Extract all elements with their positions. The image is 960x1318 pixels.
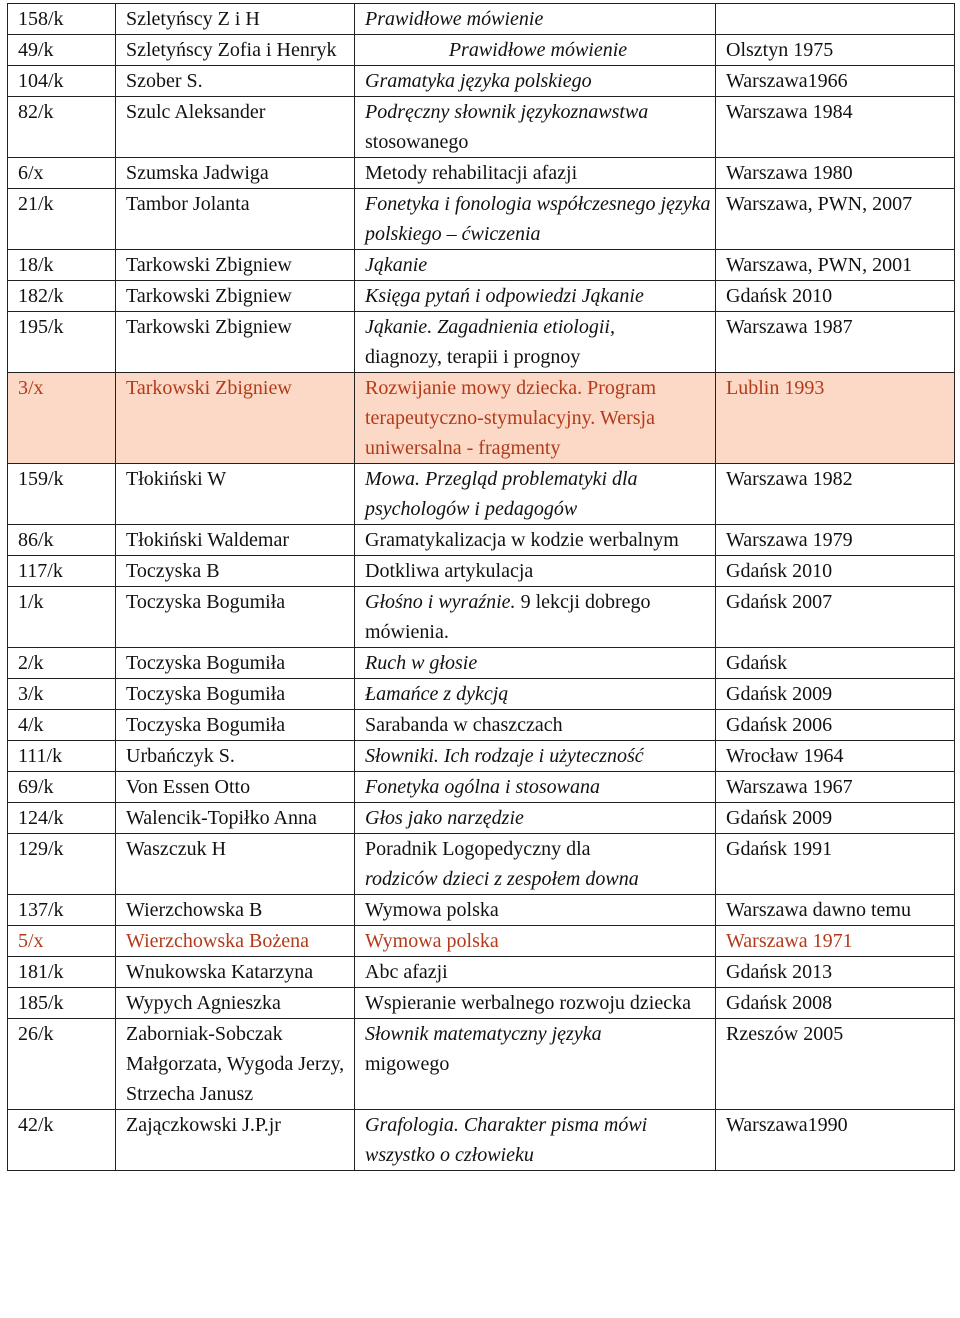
title-cell: Jąkanie <box>355 250 716 281</box>
title-cell <box>355 587 716 648</box>
title-cell: Sarabanda w chaszczach <box>355 710 716 741</box>
signature-cell: 3/k <box>8 679 116 710</box>
title-line: rodziców dzieci z zespołem downa <box>365 868 639 890</box>
signature-cell: 2/k <box>8 648 116 679</box>
author-cell: Walencik-Topiłko Anna <box>116 803 355 834</box>
title-line: stosowanego <box>365 131 469 153</box>
table-row <box>8 464 955 525</box>
title-cell: Fonetyka ogólna i stosowana <box>355 772 716 803</box>
signature-cell: 181/k <box>8 957 116 988</box>
title-line: Jąkanie. Zagadnienia etiologii, <box>365 316 615 338</box>
signature-cell: 18/k <box>8 250 116 281</box>
table-row <box>8 158 955 189</box>
table-row <box>8 957 955 988</box>
title-cell: Łamańce z dykcją <box>355 679 716 710</box>
table-row <box>8 1019 955 1110</box>
place-cell: Gdańsk 2013 <box>716 957 955 988</box>
signature-cell: 3/x <box>8 373 116 464</box>
title-cell: Fonetyka i fonologia współczesnego języka polskiego – ćwiczenia <box>355 189 716 250</box>
author-cell: Szulc Aleksander <box>116 97 355 158</box>
author-cell: Toczyska Bogumiła <box>116 679 355 710</box>
signature-cell: 26/k <box>8 1019 116 1110</box>
signature-cell: 185/k <box>8 988 116 1019</box>
signature-cell: 129/k <box>8 834 116 895</box>
title-cell: Wspieranie werbalnego rozwoju dziecka <box>355 988 716 1019</box>
signature-cell: 82/k <box>8 97 116 158</box>
signature-cell: 137/k <box>8 895 116 926</box>
place-cell: Rzeszów 2005 <box>716 1019 955 1110</box>
place-cell: Warszawa 1987 <box>716 312 955 373</box>
title-cell: Ruch w głosie <box>355 648 716 679</box>
signature-cell: 158/k <box>8 4 116 35</box>
author-cell: Toczyska Bogumiła <box>116 648 355 679</box>
author-cell: Szletyńscy Z i H <box>116 4 355 35</box>
signature-cell: 124/k <box>8 803 116 834</box>
author-cell: Toczyska Bogumiła <box>116 710 355 741</box>
signature-cell: 182/k <box>8 281 116 312</box>
author-cell: Wierzchowska B <box>116 895 355 926</box>
place-cell: Gdańsk 2007 <box>716 587 955 648</box>
place-cell: Warszawa dawno temu <box>716 895 955 926</box>
place-cell: Gdańsk 2009 <box>716 679 955 710</box>
table-row <box>8 741 955 772</box>
table-row <box>8 895 955 926</box>
signature-cell: 5/x <box>8 926 116 957</box>
table-row <box>8 648 955 679</box>
title-cell <box>355 97 716 158</box>
title-cell: Rozwijanie mowy dziecka. Program terapeutyczno-stymulacyjny. Wersja uniwersalna - fragmenty <box>355 373 716 464</box>
signature-cell: 117/k <box>8 556 116 587</box>
signature-cell: 69/k <box>8 772 116 803</box>
author-cell: Zajączkowski J.P.jr <box>116 1110 355 1171</box>
author-cell: Tarkowski Zbigniew <box>116 250 355 281</box>
table-row <box>8 710 955 741</box>
table-row <box>8 66 955 97</box>
author-cell: Szober S. <box>116 66 355 97</box>
title-cell: Gramatykalizacja w kodzie werbalnym <box>355 525 716 556</box>
signature-cell: 104/k <box>8 66 116 97</box>
place-cell: Warszawa, PWN, 2001 <box>716 250 955 281</box>
signature-cell: 159/k <box>8 464 116 525</box>
table-row <box>8 189 955 250</box>
title-cell: Głos jako narzędzie <box>355 803 716 834</box>
author-cell: Waszczuk H <box>116 834 355 895</box>
signature-cell: 86/k <box>8 525 116 556</box>
place-cell <box>716 4 955 35</box>
author-cell: Von Essen Otto <box>116 772 355 803</box>
signature-cell: 1/k <box>8 587 116 648</box>
title-cell: Wymowa polska <box>355 926 716 957</box>
title-line: diagnozy, terapii i prognoy <box>365 346 581 368</box>
place-cell: Warszawa, PWN, 2007 <box>716 189 955 250</box>
title-line: Poradnik Logopedyczny dla <box>365 838 591 860</box>
author-cell: Zaborniak-Sobczak Małgorzata, Wygoda Jerzy, Strzecha Janusz <box>116 1019 355 1110</box>
signature-cell: 195/k <box>8 312 116 373</box>
place-cell: Warszawa1990 <box>716 1110 955 1171</box>
place-cell: Gdańsk 2006 <box>716 710 955 741</box>
title-cell: Mowa. Przegląd problematyki dla psychologów i pedagogów <box>355 464 716 525</box>
table-row <box>8 35 955 66</box>
place-cell: Warszawa 1982 <box>716 464 955 525</box>
title-line: Głośno i wyraźnie. <box>365 591 516 613</box>
author-cell: Tarkowski Zbigniew <box>116 373 355 464</box>
title-cell: Metody rehabilitacji afazji <box>355 158 716 189</box>
signature-cell: 21/k <box>8 189 116 250</box>
table-row <box>8 281 955 312</box>
author-cell: Urbańczyk S. <box>116 741 355 772</box>
title-line: Podręczny słownik językoznawstwa <box>365 101 649 123</box>
place-cell: Wrocław 1964 <box>716 741 955 772</box>
table-row <box>8 772 955 803</box>
place-cell: Gdańsk <box>716 648 955 679</box>
signature-cell: 111/k <box>8 741 116 772</box>
author-cell: Tarkowski Zbigniew <box>116 312 355 373</box>
place-cell: Gdańsk 2009 <box>716 803 955 834</box>
title-line: Słownik matematyczny języka <box>365 1023 602 1045</box>
table-row <box>8 556 955 587</box>
title-cell: Słowniki. Ich rodzaje i użyteczność <box>355 741 716 772</box>
title-cell: Księga pytań i odpowiedzi Jąkanie <box>355 281 716 312</box>
table-row <box>8 250 955 281</box>
table-row <box>8 525 955 556</box>
place-cell: Warszawa 1971 <box>716 926 955 957</box>
table-row <box>8 803 955 834</box>
place-cell: Olsztyn 1975 <box>716 35 955 66</box>
place-cell: Warszawa 1979 <box>716 525 955 556</box>
author-cell: Szumska Jadwiga <box>116 158 355 189</box>
title-line: 9 lekcji dobrego mówienia. <box>365 591 651 643</box>
signature-cell: 49/k <box>8 35 116 66</box>
title-cell <box>355 1019 716 1110</box>
author-cell: Wnukowska Katarzyna <box>116 957 355 988</box>
place-cell: Gdańsk 2008 <box>716 988 955 1019</box>
title-cell: Grafologia. Charakter pisma mówi wszystko o człowieku <box>355 1110 716 1171</box>
table-row <box>8 312 955 373</box>
catalog-table <box>7 3 955 1171</box>
author-cell: Toczyska B <box>116 556 355 587</box>
title-cell: Dotkliwa artykulacja <box>355 556 716 587</box>
table-row <box>8 1110 955 1171</box>
author-cell: Wypych Agnieszka <box>116 988 355 1019</box>
table-row <box>8 679 955 710</box>
title-cell: Prawidłowe mówienie <box>355 35 716 66</box>
signature-cell: 4/k <box>8 710 116 741</box>
table-row <box>8 4 955 35</box>
place-cell: Gdańsk 1991 <box>716 834 955 895</box>
place-cell: Gdańsk 2010 <box>716 281 955 312</box>
title-cell <box>355 312 716 373</box>
title-line: migowego <box>365 1053 450 1075</box>
table-row <box>8 587 955 648</box>
author-cell: Wierzchowska Bożena <box>116 926 355 957</box>
place-cell: Lublin 1993 <box>716 373 955 464</box>
place-cell: Warszawa1966 <box>716 66 955 97</box>
title-cell: Wymowa polska <box>355 895 716 926</box>
author-cell: Toczyska Bogumiła <box>116 587 355 648</box>
author-cell: Tarkowski Zbigniew <box>116 281 355 312</box>
author-cell: Tłokiński Waldemar <box>116 525 355 556</box>
title-cell: Gramatyka języka polskiego <box>355 66 716 97</box>
table-row <box>8 988 955 1019</box>
table-row-highlighted <box>8 926 955 957</box>
author-cell: Szletyńscy Zofia i Henryk <box>116 35 355 66</box>
signature-cell: 6/x <box>8 158 116 189</box>
signature-cell: 42/k <box>8 1110 116 1171</box>
title-cell: Abc afazji <box>355 957 716 988</box>
place-cell: Warszawa 1980 <box>716 158 955 189</box>
table-row <box>8 97 955 158</box>
table-row-highlighted <box>8 373 955 464</box>
author-cell: Tambor Jolanta <box>116 189 355 250</box>
table-row <box>8 834 955 895</box>
title-cell: Prawidłowe mówienie <box>355 4 716 35</box>
title-cell <box>355 834 716 895</box>
place-cell: Warszawa 1984 <box>716 97 955 158</box>
place-cell: Warszawa 1967 <box>716 772 955 803</box>
place-cell: Gdańsk 2010 <box>716 556 955 587</box>
author-cell: Tłokiński W <box>116 464 355 525</box>
